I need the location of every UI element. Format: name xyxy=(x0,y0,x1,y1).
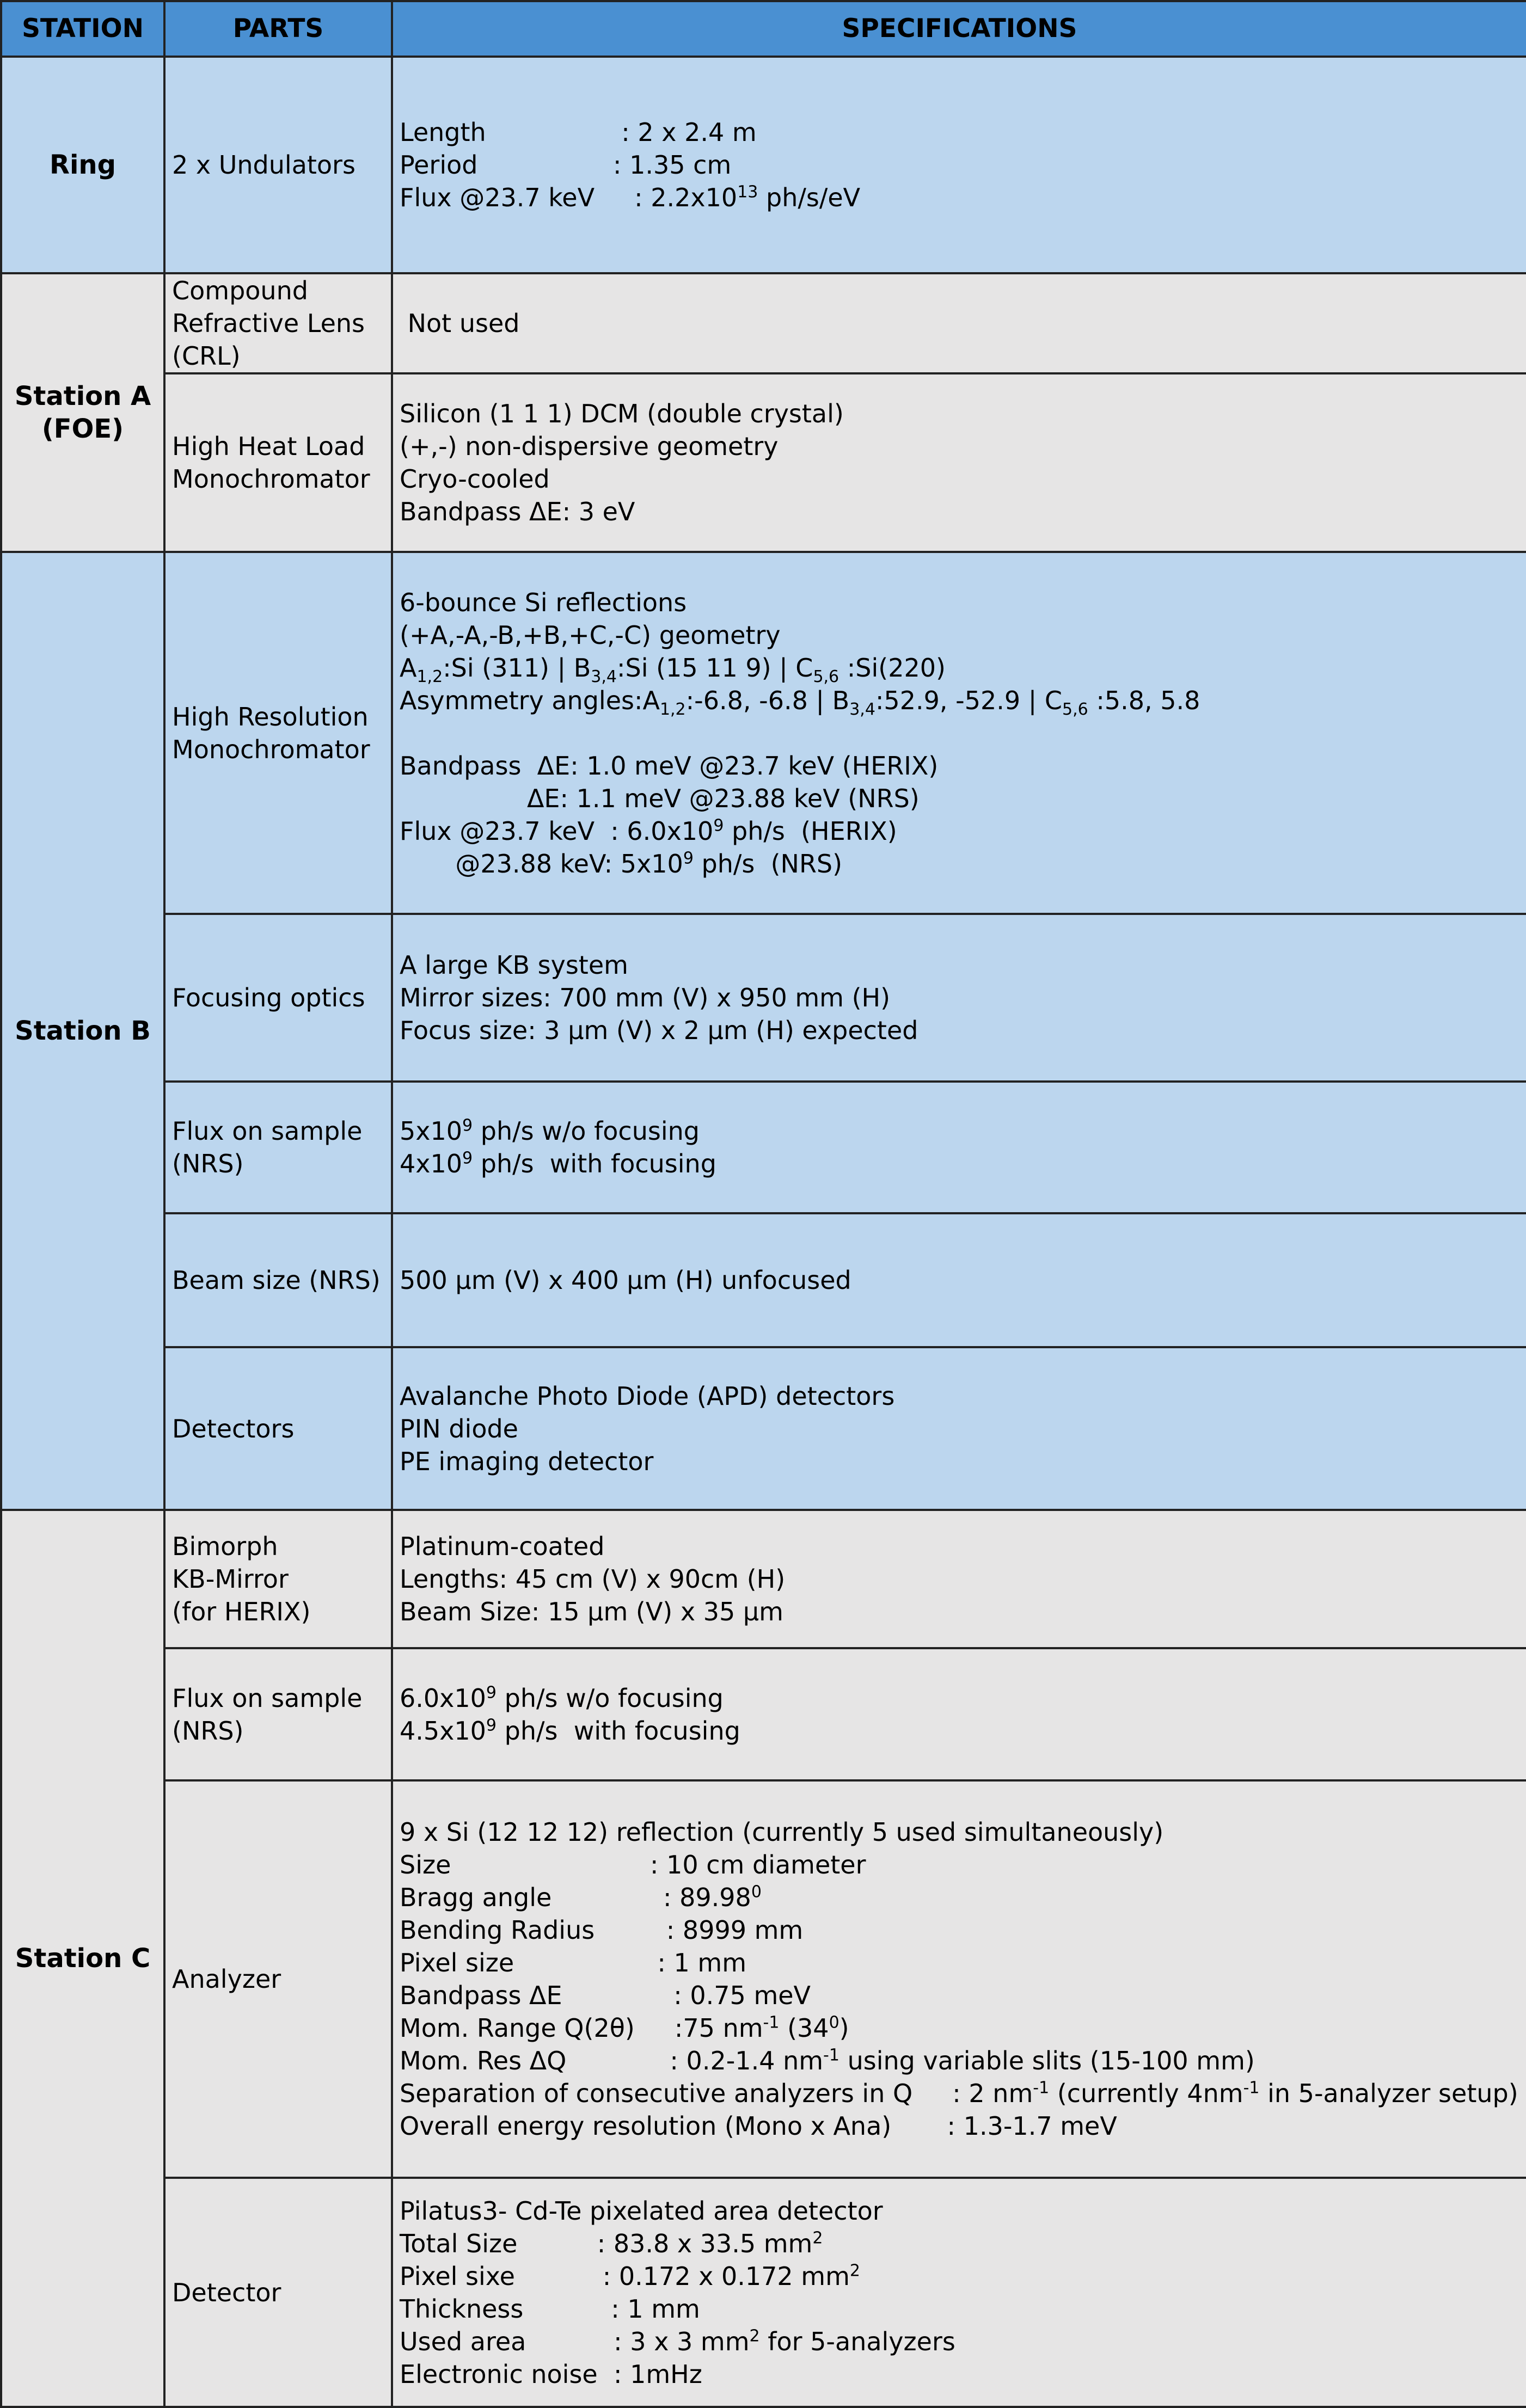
spec-line: PIN diode xyxy=(400,1414,518,1443)
spec-line: Electronic noise : 1mHz xyxy=(400,2359,702,2389)
spec-line: Lengths: 45 cm (V) x 90cm (H) xyxy=(400,1564,786,1594)
spec-line: Cryo-cooled xyxy=(400,464,550,494)
station-c: Station C xyxy=(1,1510,164,2407)
part-cell: Flux on sample (NRS) xyxy=(164,1648,392,1780)
spec-cell xyxy=(392,373,1526,552)
spec-cell xyxy=(392,1082,1526,1213)
spec-cell xyxy=(392,57,1526,273)
spec-line: Bragg angle : 89.98$^0$ xyxy=(400,1882,762,1912)
spec-line: 6-bounce Si reflections xyxy=(400,587,687,617)
spec-line: Pixel size : 1 mm xyxy=(400,1948,747,1977)
spec-line: Pixel sixe : 0.172 x 0.172 $mm^2$ xyxy=(400,2261,861,2291)
spec-cell xyxy=(392,1347,1526,1510)
spec-line: Total Size : 83.8 x 33.5 $mm^2$ xyxy=(400,2228,823,2258)
spec-line: Bending Radius : 8999 mm xyxy=(400,1915,804,1945)
spec-line: (+A,-A,-B,+B,+C,-C) geometry xyxy=(400,620,781,650)
station-ring: Ring xyxy=(1,57,164,273)
part-cell: 2 x Undulators xyxy=(164,57,392,273)
spec-line: Bandpass ΔE : 0.75 meV xyxy=(400,1981,811,2010)
part-cell: Flux on sample (NRS) xyxy=(164,1082,392,1213)
spec-line: $5x10^9$ ph/s w/o focusing xyxy=(400,1116,700,1146)
table-row xyxy=(1,1082,1526,1213)
spec-line: (+,-) non-dispersive geometry xyxy=(400,432,779,461)
spec-line: ΔE: 1.1 meV @23.88 keV (NRS) xyxy=(400,783,920,813)
spec-line: Focus size: 3 μm (V) x 2 μm (H) expected xyxy=(400,1016,918,1045)
spec-line: Mom. Range Q(2θ) :75 $nm^{-1}$ $(34^0)$ xyxy=(400,2013,849,2043)
spec-line: Platinum-coated xyxy=(400,1532,605,1561)
spec-line: Asymmetry $angles:A_{1,2}:-6.8$, -6.8 | $B_{3,4}:52.9$, -52.9 | $C_{5,6}$ :5.8, 5.8 xyxy=(400,685,1200,719)
part-cell: High Resolution Monochromator xyxy=(164,552,392,914)
spec-line: Beam Size: 15 μm (V) x 35 μm xyxy=(400,1597,783,1626)
table-row xyxy=(1,1648,1526,1780)
spec-line: Overall energy resolution (Mono x Ana) : 1.3-1.7 meV xyxy=(400,2111,1117,2141)
spec-line: Separation of consecutive analyzers in Q : 2 $nm^{-1}$ (currently $4nm^{-1}$ in 5-analyzer setup) xyxy=(400,2078,1518,2108)
spec-line: PE imaging detector xyxy=(400,1446,654,1476)
spec-line: @23.88 keV: $5x10^9$ ph/s (NRS) xyxy=(400,849,843,879)
table-row xyxy=(1,273,1526,373)
station-a: Station A (FOE) xyxy=(1,273,164,552)
spec-line: Length : 2 x 2.4 m xyxy=(400,118,757,147)
spec-line: Silicon (1 1 1) DCM (double crystal) xyxy=(400,399,844,428)
table-row xyxy=(1,914,1526,1082)
spec-cell xyxy=(392,2178,1526,2407)
part-cell: Detector xyxy=(164,2178,392,2407)
spec-line: Used area : 3 x 3 $mm^2$ for 5-analyzers xyxy=(400,2326,955,2356)
spec-line: Period : 1.35 cm xyxy=(400,150,732,180)
spec-line: Mirror sizes: 700 mm (V) x 950 mm (H) xyxy=(400,983,891,1012)
spec-line: Bandpass ΔE: 3 eV xyxy=(400,497,635,526)
spec-line: Not used xyxy=(400,309,520,338)
header-parts: PARTS xyxy=(164,1,392,57)
spec-cell xyxy=(392,1213,1526,1347)
spec-line: A large KB system xyxy=(400,950,628,980)
part-cell: Compound Refractive Lens (CRL) xyxy=(164,273,392,373)
part-cell: Focusing optics xyxy=(164,914,392,1082)
spec-cell xyxy=(392,1648,1526,1780)
part-cell: Detectors xyxy=(164,1347,392,1510)
spec-line: 500 μm (V) x 400 μm (H) unfocused xyxy=(400,1266,851,1295)
header-row xyxy=(1,1,1526,57)
spec-cell xyxy=(392,1510,1526,1648)
spec-line: Flux @23.7 keV : $6.0x10^9$ ph/s (HERIX) xyxy=(400,816,897,846)
spec-line: Flux @23.7 keV : $2.2x10^{13}$ ph/s/eV xyxy=(400,182,861,212)
table-row xyxy=(1,1347,1526,1510)
spec-line: $4x10^9$ ph/s with focusing xyxy=(400,1148,716,1178)
table-row xyxy=(1,2178,1526,2407)
spec-line: $A_{1,2}:Si$ (311) | $B_{3,4}:Si$ (15 11 9) | $C_{5,6}$ :Si(220) xyxy=(400,653,946,686)
spec-line: $4.5x10^9$ ph/s with focusing xyxy=(400,1716,740,1746)
table-row xyxy=(1,373,1526,552)
station-b: Station B xyxy=(1,552,164,1510)
part-cell: High Heat Load Monochromator xyxy=(164,373,392,552)
spec-line: Avalanche Photo Diode (APD) detectors xyxy=(400,1381,895,1411)
spec-line: $6.0x10^9$ ph/s w/o focusing xyxy=(400,1683,724,1713)
table-row xyxy=(1,1510,1526,1648)
spec-line xyxy=(400,717,1519,750)
spec-line: 9 x Si (12 12 12) reflection (currently 5 used simultaneously) xyxy=(400,1817,1164,1847)
part-cell: Bimorph KB-Mirror (for HERIX) xyxy=(164,1510,392,1648)
table-row xyxy=(1,57,1526,273)
spec-cell xyxy=(392,552,1526,914)
table-row xyxy=(1,1213,1526,1347)
table-row xyxy=(1,552,1526,914)
spec-line: Thickness : 1 mm xyxy=(400,2294,700,2324)
spec-cell xyxy=(392,273,1526,373)
table-row xyxy=(1,1780,1526,2178)
spec-line: Size : 10 cm diameter xyxy=(400,1850,866,1879)
header-station: STATION xyxy=(1,1,164,57)
spec-line: Bandpass ΔE: 1.0 meV @23.7 keV (HERIX) xyxy=(400,751,939,781)
spec-line: Mom. Res ΔQ : 0.2-1.4 $nm^{-1}$ using variable slits (15-100 mm) xyxy=(400,2045,1255,2075)
spec-cell xyxy=(392,914,1526,1082)
header-specifications: SPECIFICATIONS xyxy=(392,1,1526,57)
part-cell: Beam size (NRS) xyxy=(164,1213,392,1347)
spec-line: Pilatus3- Cd-Te pixelated area detector xyxy=(400,2196,883,2226)
part-cell: Analyzer xyxy=(164,1780,392,2178)
spec-cell xyxy=(392,1780,1526,2178)
